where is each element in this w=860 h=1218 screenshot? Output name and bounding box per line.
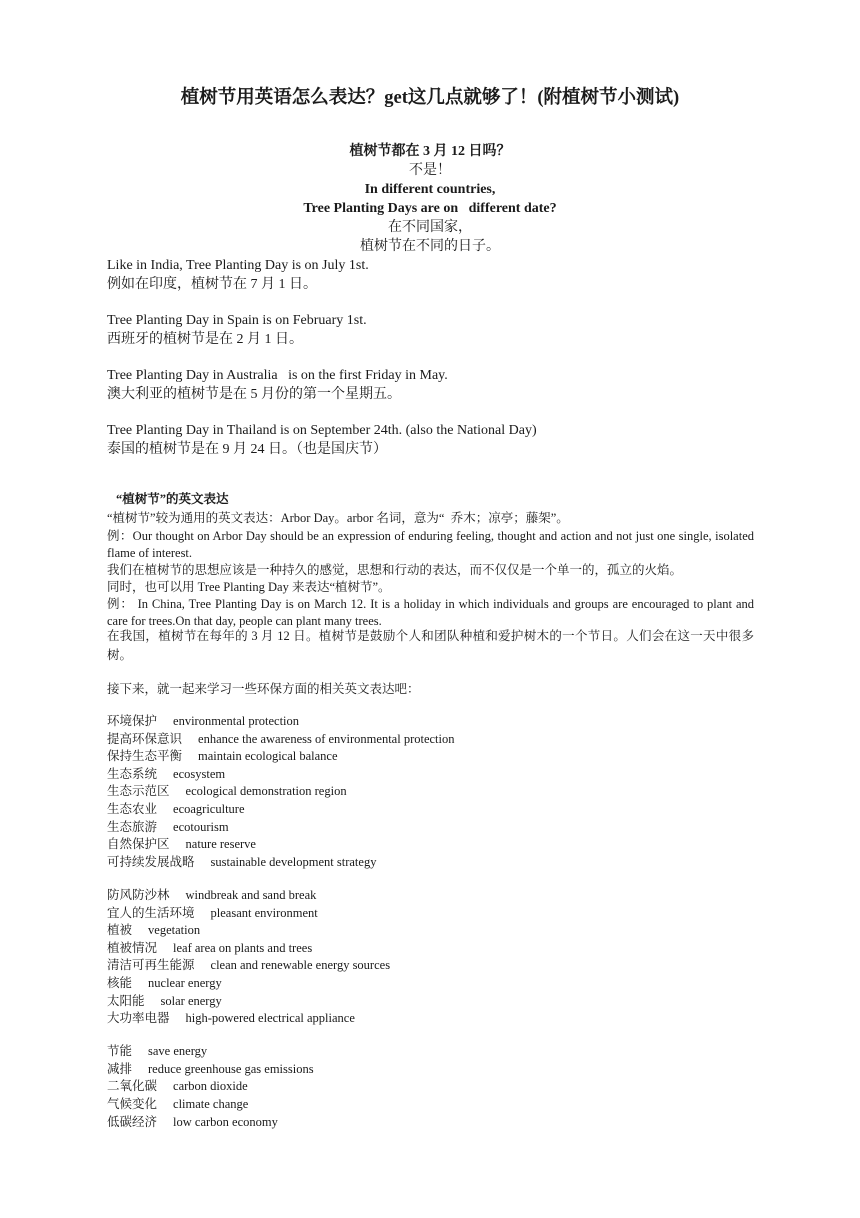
vocab-item: 生态示范区 ecological demonstration region	[107, 784, 347, 799]
vocab-item: 低碳经济 low carbon economy	[107, 1114, 278, 1129]
section-paragraph: 我们在植树节的思想应该是一种持久的感觉，思想和行动的表达，而不仅仅是一个单一的，孤立的火焰。	[107, 563, 683, 577]
vocab-item: 植被 vegetation	[107, 923, 201, 938]
section-paragraph: 例：Our thought on Arbor Day should be an expression of enduring feeling, thought and action and not just one single, isolated flame of interest.	[107, 529, 754, 560]
section-paragraph: 接下来，就一起来学习一些环保方面的相关英文表达吧：	[107, 682, 420, 696]
page-title: 植树节用英语怎么表达？get这几点就够了！(附植树节小测试)	[180, 88, 680, 108]
section-paragraph: 同时，也可以用 Tree Planting Day 来表达“植树节”。	[107, 580, 391, 594]
country-examples	[107, 256, 757, 459]
vocab-item: 核能 nuclear energy	[107, 975, 222, 990]
vocab-item: 提高环保意识 enhance the awareness of environmental protection	[107, 731, 455, 746]
vocab-item: 保持生态平衡 maintain ecological balance	[107, 749, 338, 764]
intro-zh-line-1: 在不同国家，	[388, 220, 472, 235]
vocab-item: 大功率电器 high-powered electrical appliance	[107, 1011, 355, 1026]
example-zh: 澳大利亚的植树节是在 5 月份的第一个星期五。	[107, 387, 401, 402]
intro-block	[0, 142, 860, 256]
vocab-item: 环境保护 environmental protection	[107, 714, 300, 728]
example-en: Tree Planting Day in Thailand is on September 24th. (also the National Day)	[107, 423, 537, 438]
section-paragraph: 例： In China, Tree Planting Day is on March 12. It is a holiday in which individuals and groups are encouraged to plant and care for trees.On that day, people can plant many trees.	[107, 597, 754, 628]
intro-question: 植树节都在 3 月 12 日吗？	[349, 144, 511, 159]
example-zh: 泰国的植树节是在 9 月 24 日。（也是国庆节）	[107, 442, 387, 457]
vocab-item: 太阳能 solar energy	[107, 993, 222, 1008]
vocab-item: 可持续发展战略 sustainable development strategy	[107, 854, 377, 869]
vocab-item: 防风防沙林 windbreak and sand break	[107, 887, 317, 902]
vocab-item: 减排 reduce greenhouse gas emissions	[107, 1061, 314, 1076]
vocab-item: 自然保护区 nature reserve	[107, 837, 256, 852]
vocab-item: 节能 save energy	[107, 1044, 208, 1059]
vocab-list	[107, 713, 757, 1131]
example-en: Like in India, Tree Planting Day is on July 1st.	[107, 258, 369, 273]
vocab-item: 生态旅游 ecotourism	[107, 819, 229, 834]
section-paragraph: 在我国，植树节在每年的 3 月 12 日。植树节是鼓励个人和团队种植和爱护树木的一个节日。人们会在这一天中很多树。	[107, 629, 754, 662]
example-zh: 西班牙的植树节是在 2 月 1 日。	[107, 332, 303, 347]
vocab-item: 清洁可再生能源 clean and renewable energy sources	[107, 958, 391, 973]
vocab-item: 生态系统 ecosystem	[107, 766, 226, 781]
example-en: Tree Planting Day in Australia is on the first Friday in May.	[107, 368, 448, 383]
vocab-item: 宜人的生活环境 pleasant environment	[107, 905, 318, 920]
section-paragraph: “植树节”较为通用的英文表达：Arbor Day。arbor 名词，意为“ 乔木；凉亭；藤架”。	[107, 511, 569, 525]
intro-zh-line-2: 植树节在不同的日子。	[360, 239, 500, 254]
vocab-item: 气候变化 climate change	[107, 1097, 249, 1112]
example-zh: 例如在印度，植树节在 7 月 1 日。	[107, 277, 317, 292]
intro-answer: 不是！	[409, 163, 451, 178]
vocab-item: 二氧化碳 carbon dioxide	[107, 1079, 248, 1094]
intro-en-line-2: Tree Planting Days are on different date?	[303, 201, 557, 216]
section-heading: “植树节”的英文表达	[116, 492, 229, 506]
intro-en-line-1: In different countries,	[364, 182, 496, 197]
vocab-item: 生态农业 ecoagriculture	[107, 801, 245, 816]
vocab-item: 植被情况 leaf area on plants and trees	[107, 940, 313, 955]
example-en: Tree Planting Day in Spain is on February 1st.	[107, 313, 367, 328]
